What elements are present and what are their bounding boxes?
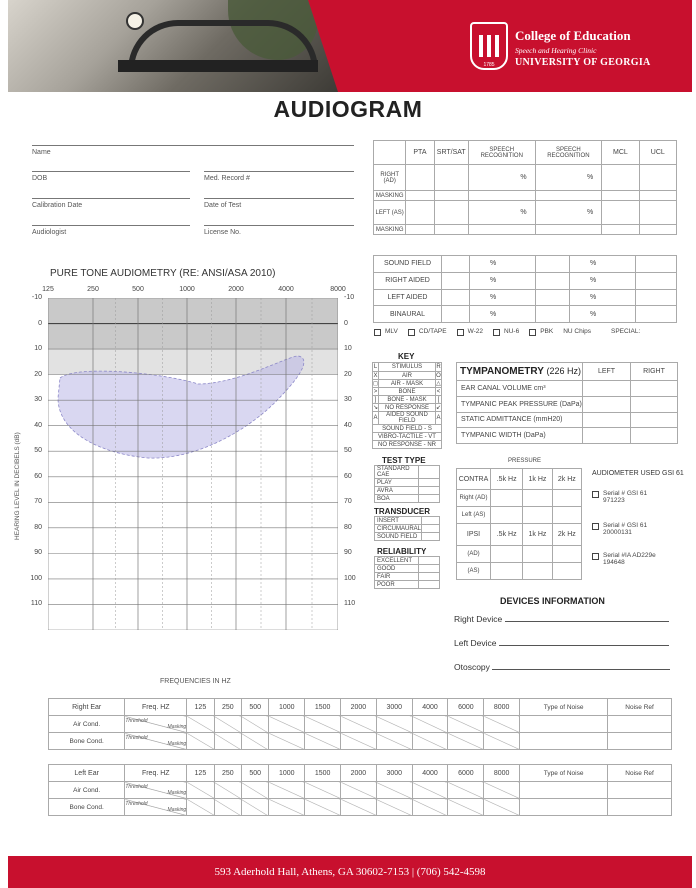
right-ad-label: RIGHT (AD) (374, 165, 406, 191)
masking-cell[interactable] (412, 782, 448, 799)
speech-recognition-header-2: SPEECH RECOGNITION (535, 141, 602, 165)
masking-cell[interactable] (241, 716, 268, 733)
level-tick: 60 (344, 472, 352, 480)
footer-address: 593 Aderhold Hall, Athens, GA 30602-7153 | (706) 542-4598 (214, 866, 486, 878)
college-name: College of Education (515, 28, 631, 43)
masking-cell[interactable] (241, 799, 268, 816)
logo-year: 1785 (483, 62, 495, 68)
freq-tick: 4000 (278, 286, 294, 293)
nu6-checkbox[interactable]: NU-6 (493, 328, 519, 336)
masking-cell[interactable] (376, 782, 412, 799)
date-of-test-field[interactable]: Date of Test (204, 198, 354, 209)
srt-header: SRT/SAT (434, 141, 468, 165)
transducer-row: INSERT (375, 517, 440, 525)
masking-cell[interactable] (484, 733, 520, 750)
masking-row: Air Cond. Threshold Masking (49, 782, 672, 799)
name-field[interactable]: Name (32, 145, 354, 156)
level-tick: 0 (38, 319, 42, 327)
level-tick: 100 (344, 574, 356, 582)
speech-table: PTA SRT/SAT SPEECH RECOGNITION SPEECH RECOGNITION MCL UCL RIGHT (AD) % % MASKING LEFT (AS) % % MASKING (373, 140, 677, 235)
masking-cell[interactable] (448, 799, 484, 816)
masking-cell[interactable] (214, 733, 241, 750)
masking-cell[interactable] (412, 733, 448, 750)
test-type-title: TEST TYPE (382, 456, 426, 465)
brand-block (515, 28, 651, 68)
audiogram-chart[interactable] (48, 298, 338, 630)
tymp-title: TYMPANOMETRY (226 Hz) (457, 363, 583, 381)
reflex-table: CONTRA .5k Hz 1k Hz 2k Hz Right (AD) Left (AS) IPSI .5k Hz 1k Hz 2k Hz (AD) (AS) (456, 468, 582, 580)
masking-cell[interactable] (376, 733, 412, 750)
level-tick: 110 (344, 600, 356, 608)
chart-title: PURE TONE AUDIOMETRY (RE: ANSI/ASA 2010) (50, 268, 276, 279)
masking-cell[interactable] (241, 733, 268, 750)
special-label[interactable]: SPECIAL: (611, 328, 641, 335)
word-list-options (374, 328, 640, 336)
speech-recognition-header: SPEECH RECOGNITION (468, 141, 535, 165)
masking-cell[interactable] (341, 716, 377, 733)
masking-label-2: MASKING (374, 225, 406, 235)
level-axis-left (24, 294, 44, 630)
reliability-title: RELIABILITY (377, 547, 427, 556)
masking-cell[interactable] (608, 799, 672, 816)
freq-tick: 250 (87, 286, 99, 293)
masking-cell[interactable] (269, 733, 305, 750)
footer-bar (8, 856, 692, 888)
reliability-table (374, 556, 440, 589)
sf-row: LEFT AIDED (374, 289, 442, 306)
serial-2-checkbox[interactable]: Serial # GSI 61 20000131 (592, 522, 647, 536)
transducer-table (374, 516, 440, 541)
masking-cell[interactable] (214, 782, 241, 799)
masking-cell[interactable] (520, 799, 608, 816)
reliability-row: GOOD (375, 565, 440, 573)
level-tick: 40 (34, 421, 42, 429)
masking-row: Bone Cond. Threshold Masking (49, 733, 672, 750)
level-tick: 10 (34, 345, 42, 353)
sf-row: RIGHT AIDED (374, 272, 442, 289)
left-device-field[interactable]: Left Device (454, 638, 669, 648)
level-tick: 30 (34, 396, 42, 404)
level-tick: -10 (344, 294, 355, 301)
freq-tick: 8000 (330, 286, 346, 293)
key-row: ] BONE - MASK [ (373, 396, 442, 404)
masking-cell[interactable] (305, 799, 341, 816)
masking-cell[interactable] (448, 716, 484, 733)
level-tick: 40 (344, 421, 352, 429)
level-tick: 90 (344, 549, 352, 557)
left-ear-masking-table (48, 764, 672, 816)
level-tick: 20 (344, 370, 352, 378)
key-row: A AIDED SOUND FIELD A (373, 412, 441, 424)
key-table (372, 362, 442, 449)
level-tick: 0 (344, 319, 348, 327)
masking-row: Air Cond. Threshold Masking (49, 716, 672, 733)
level-tick: 70 (34, 498, 42, 506)
key-row: ↘ NO RESPONSE ↙ (373, 404, 441, 411)
masking-cell[interactable] (341, 782, 377, 799)
cd-tape-checkbox[interactable]: CD/TAPE (408, 328, 447, 336)
pressure-label: PRESSURE (508, 458, 542, 464)
university-name: UNIVERSITY OF GEORGIA (515, 57, 651, 68)
key-row: X AIR O (373, 372, 441, 379)
test_type-row: BOA (375, 495, 440, 503)
level-axis-right (344, 294, 364, 630)
sound-field-table: SOUND FIELD % % RIGHT AIDED % % LEFT AIDED % % BINAURAL % % (373, 255, 677, 323)
level-tick: 60 (34, 472, 42, 480)
arch-photo (8, 0, 338, 92)
tymp-left-header: LEFT (583, 363, 631, 381)
masking-cell[interactable] (305, 782, 341, 799)
masking-cell[interactable] (269, 716, 305, 733)
reliability-row: FAIR (375, 573, 440, 581)
level-tick: 50 (344, 447, 352, 455)
dob-field[interactable]: DOB (32, 171, 190, 182)
reliability-row: EXCELLENT (375, 557, 440, 565)
key-row: NO RESPONSE - NR (373, 441, 442, 449)
level-tick: 20 (34, 370, 42, 378)
masking-cell[interactable] (376, 716, 412, 733)
test_type-row: PLAY (375, 479, 440, 487)
masking-cell[interactable] (187, 733, 214, 750)
masking-cell[interactable] (187, 799, 214, 816)
level-tick: 100 (30, 574, 42, 582)
key-row: ◻ AIR - MASK △ (373, 380, 441, 387)
masking-cell[interactable] (484, 799, 520, 816)
masking-cell[interactable] (305, 733, 341, 750)
masking-label: MASKING (374, 191, 406, 201)
masking-cell[interactable] (376, 799, 412, 816)
masking-cell[interactable] (520, 782, 608, 799)
page-title: AUDIOGRAM (273, 96, 423, 122)
serial-1-checkbox[interactable]: Serial # GSI 61 971223 (592, 490, 647, 504)
mlv-checkbox[interactable]: MLV (374, 328, 398, 336)
key-title: KEY (398, 352, 415, 361)
left-as-label: LEFT (AS) (374, 201, 406, 225)
freq-tick: 1000 (179, 286, 195, 293)
audiometer-title: AUDIOMETER USED GSI 61 (592, 470, 684, 477)
masking-cell[interactable] (269, 782, 305, 799)
masking-cell[interactable] (608, 716, 672, 733)
med-record-field[interactable]: Med. Record # (204, 171, 354, 182)
transducer-row: CIRCUMAURAL (375, 525, 440, 533)
key-row: > BONE < (373, 388, 441, 395)
w22-checkbox[interactable]: W-22 (457, 328, 483, 336)
masking-header-row: Left Ear Freq. HZ 125 250 500 1000 1500 2000 3000 4000 6000 8000 Type of Noise Noise Ref (49, 765, 672, 782)
masking-cell[interactable] (341, 733, 377, 750)
transducer-row: SOUND FIELD (375, 533, 440, 541)
license-field[interactable]: License No. (204, 225, 354, 236)
clinic-name: Speech and Hearing Clinic (515, 46, 597, 55)
tymp-right-header: RIGHT (631, 363, 678, 381)
level-tick: 70 (344, 498, 352, 506)
key-row: SOUND FIELD - S (373, 425, 442, 433)
level-tick: 50 (34, 447, 42, 455)
masking-row: Bone Cond. Threshold Masking (49, 799, 672, 816)
test-type-table (374, 465, 440, 503)
frequency-axis (42, 286, 346, 296)
level-tick: 80 (34, 523, 42, 531)
level-tick: -10 (31, 294, 42, 301)
masking-cell[interactable] (269, 799, 305, 816)
masking-cell[interactable] (341, 799, 377, 816)
test_type-row: AVRA (375, 487, 440, 495)
masking-cell[interactable] (214, 799, 241, 816)
transducer-title: TRANSDUCER (374, 507, 430, 516)
freq-tick: 2000 (228, 286, 244, 293)
masking-cell[interactable] (241, 782, 268, 799)
reliability-row: POOR (375, 581, 440, 589)
masking-header-row: Right Ear Freq. HZ 125 250 500 1000 1500 2000 3000 4000 6000 8000 Type of Noise Noise Ref (49, 699, 672, 716)
otoscopy-field[interactable]: Otoscopy (454, 662, 670, 672)
masking-cell[interactable] (187, 782, 214, 799)
ucl-header: UCL (639, 141, 676, 165)
key-header: L STIMULUS R (373, 364, 441, 370)
right-device-field[interactable]: Right Device (454, 614, 669, 624)
level-tick: 90 (34, 549, 42, 557)
sf-row: BINAURAL (374, 306, 442, 323)
level-tick: 30 (344, 396, 352, 404)
serial-3-checkbox[interactable]: Serial #IA AD229e 194648 (592, 552, 656, 566)
masking-cell[interactable] (448, 782, 484, 799)
pta-header: PTA (406, 141, 434, 165)
tympanometry-table: TYMPANOMETRY (226 Hz) LEFT RIGHT EAR CANAL VOLUME cm³ TYMPANIC PEAK PRESSURE (DaPa) STATIC ADMITTANCE (mmH20) TYMPANIC WIDTH (DaPa) (456, 362, 678, 444)
right-ear-masking-table (48, 698, 672, 750)
masking-cell[interactable] (412, 799, 448, 816)
masking-cell[interactable] (608, 782, 672, 799)
mcl-header: MCL (602, 141, 639, 165)
level-tick: 110 (30, 600, 42, 608)
test_type-row: STANDARD CAE (375, 466, 440, 479)
freq-tick: 125 (42, 286, 54, 293)
level-tick: 80 (344, 523, 352, 531)
masking-cell[interactable] (448, 733, 484, 750)
masking-cell[interactable] (484, 716, 520, 733)
masking-cell[interactable] (412, 716, 448, 733)
frequency-axis-label: FREQUENCIES IN HZ (160, 678, 231, 685)
masking-cell[interactable] (214, 716, 241, 733)
devices-title: DEVICES INFORMATION (500, 596, 605, 606)
calibration-date-field[interactable]: Calibration Date (32, 198, 190, 209)
freq-tick: 500 (132, 286, 144, 293)
masking-cell[interactable] (608, 733, 672, 750)
level-tick: 10 (344, 345, 352, 353)
masking-cell[interactable] (520, 733, 608, 750)
masking-cell[interactable] (484, 782, 520, 799)
nu-chips-label[interactable]: NU Chips (563, 328, 592, 335)
masking-cell[interactable] (520, 716, 608, 733)
key-row: VIBRO-TACTILE - VT (373, 433, 442, 441)
pbk-checkbox[interactable]: PBK (529, 328, 553, 336)
sf-row: SOUND FIELD (374, 256, 442, 273)
masking-cell[interactable] (305, 716, 341, 733)
audiologist-field[interactable]: Audiologist (32, 225, 190, 236)
masking-cell[interactable] (187, 716, 214, 733)
hearing-level-axis-label: HEARING LEVEL IN DECIBELS (dB) (14, 432, 21, 540)
